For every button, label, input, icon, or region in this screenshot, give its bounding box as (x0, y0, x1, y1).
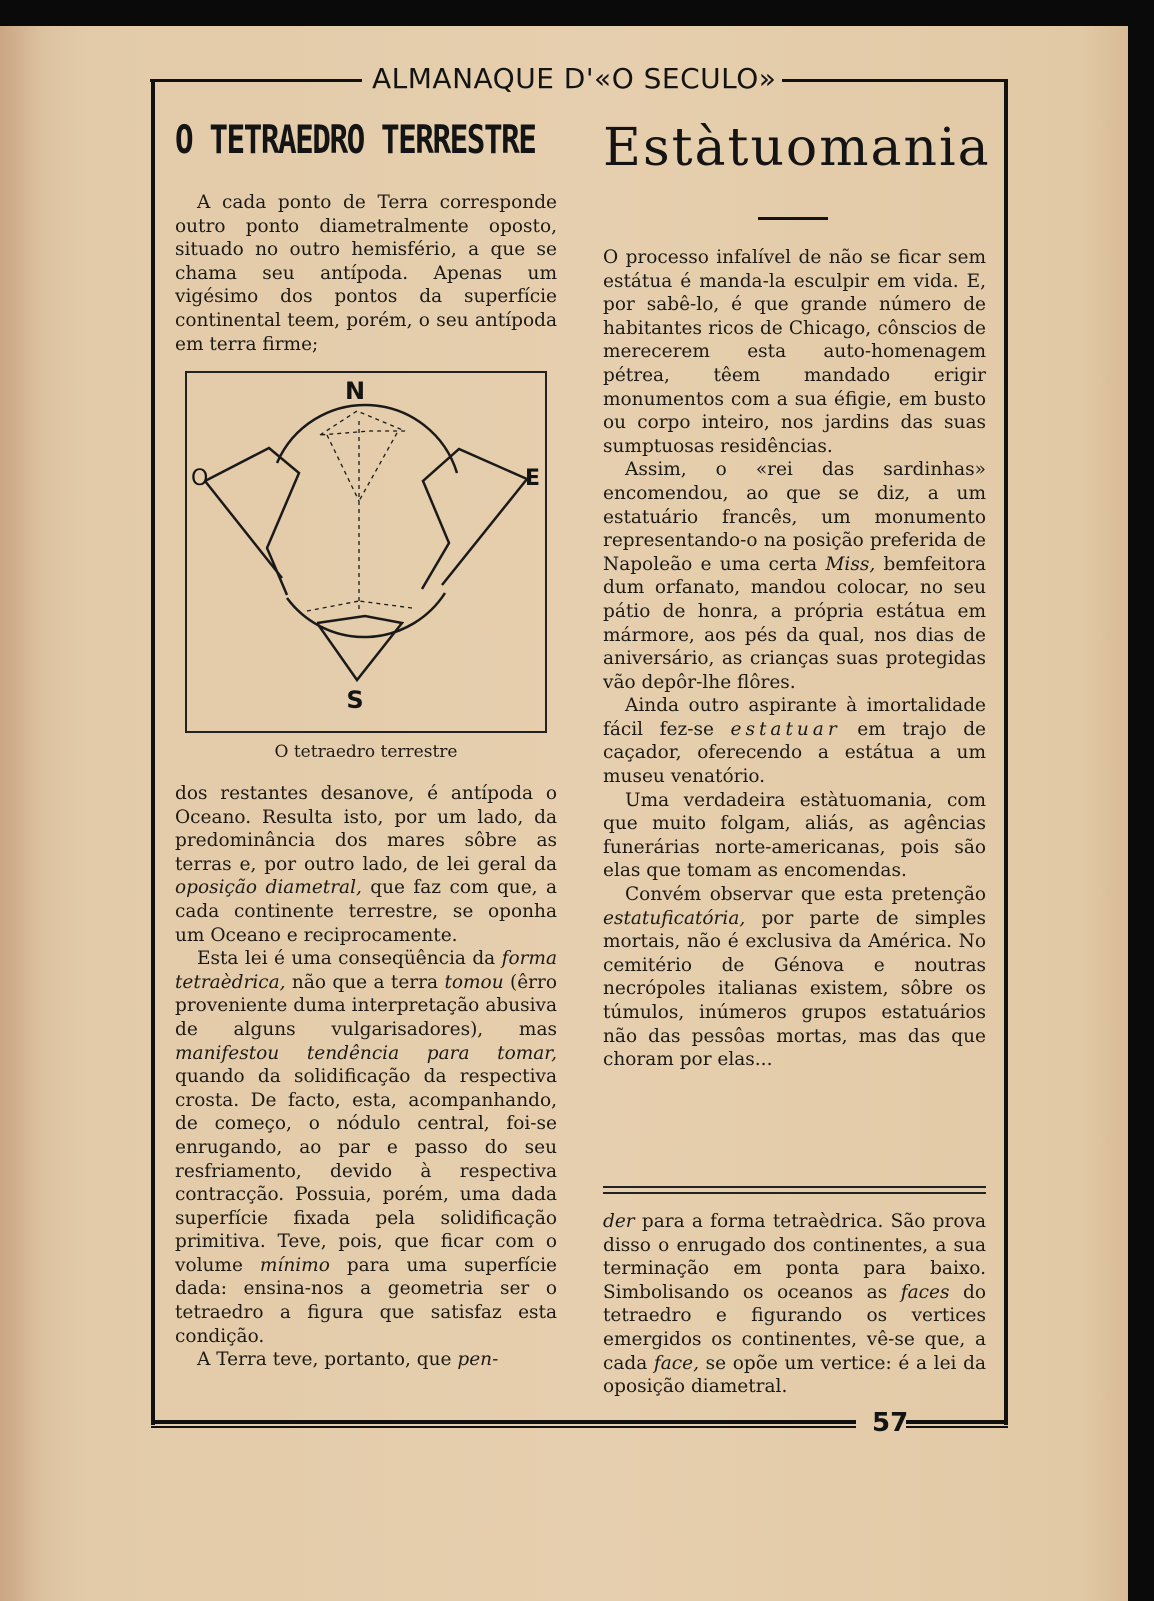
continuation-paragraph: der para a forma tetraèdrica. São prova disso o enrugado dos continentes, a sua terminação em ponta para baixo. Simbolisando os oceanos as faces do tetraedro e figurando os vertices emergidos os continentes, vê-se que, a cada face, se opõe um vertice: é a lei da oposição diametral. (603, 1211, 986, 1398)
left-body-text (175, 782, 557, 1372)
globe-arc-top (277, 405, 457, 473)
frame-bottom-double-right (906, 1426, 1008, 1428)
frame-bottom-rule-right (906, 1420, 1008, 1424)
label-west: O (191, 466, 209, 491)
left-paragraph-2: dos restantes desanove, é antípoda o Oceano. Resulta isto, por um lado, da predominância dos mares sôbre as terras e, por outro lado, de lei geral da oposição diametral, que faz com que, a cada continente terrestre, se oponha um Oceano e reciprocamente. (175, 783, 557, 946)
page-number: 57 (872, 1408, 909, 1438)
left-paragraph-4: A Terra teve, portanto, que pen- (197, 1349, 499, 1371)
frame-bottom-double-left (151, 1426, 856, 1428)
right-paragraph-5: Convém observar que esta pretenção estatuficatória, por parte de simples mortais, não é exclusiva da América. No cemitério de Génova e noutras necrópoles italianas existem, sôbre os túmulos, inúmeros grupos estatuários não das pessôas mortas, mas das que choram por elas... (603, 884, 986, 1071)
continent-east (422, 449, 527, 589)
tetrahedron-diagram (187, 373, 545, 731)
right-paragraph-4: Uma verdadeira estàtuomania, com que muito folgam, aliás, as agências funerárias norte-americanas, pois são elas que tomam as encomendas. (603, 789, 986, 882)
edge-north-west-dashed (327, 435, 359, 501)
continent-south (317, 616, 402, 680)
edge-south-west-dashed (307, 601, 359, 611)
continent-north-dashed (320, 411, 405, 435)
right-body-text (603, 246, 986, 1072)
continuation-rule-top (603, 1186, 986, 1188)
right-article-title: Estàtuomania (603, 118, 991, 178)
left-paragraph-intro: A cada ponto de Terra corresponde outro ponto diametralmente oposto, situado no outro hemisfério, a que se chama seu antípoda. Apenas um vigésimo dos pontos da superfície continental teem, porém, o seu antípoda em terra firme; (175, 192, 557, 355)
tetrahedron-figure (185, 371, 547, 733)
header-rule-right (782, 79, 1008, 82)
header-rule-left (150, 79, 362, 82)
right-paragraph-1: O processo infalível de não se ficar sem estátua é manda-la esculpir em vida. E, por sabê-lo, é que grande número de habitantes ricos de Chicago, cônscios de merecerem esta auto-homenagem pétrea, têem mandado erigir monumentos com a sua éfigie, em busto ou corpo inteiro, nos jardins das suas sumptuosas residências. (603, 247, 986, 457)
continuation-text (603, 1210, 986, 1399)
frame-bottom-rule-left (151, 1420, 856, 1424)
left-paragraph-3: Esta lei é uma conseqüência da forma tetraèdrica, não que a terra tomou (êrro proveniente duma interpretação abusiva de alguns vulgarisadores), mas manifestou tendência para tomar, quando da solidificação da respectiva crosta. De facto, esta, acompanhando, de começo, o nódulo central, foi-se enrugando, ao par e passo do seu resfriamento, devido à respectiva contracção. Possuia, porém, uma dada superfície fixada pela solidificação primitiva. Teve, pois, que ficar com o volume mínimo para uma superfície dada: ensina-nos a geometria ser o tetraedro a figura que satisfaz esta condição. (175, 948, 557, 1347)
frame-right-rule (1004, 80, 1008, 1425)
figure-caption: O tetraedro terrestre (274, 742, 458, 762)
label-north: N (344, 377, 366, 405)
edge-south-east-dashed (359, 601, 412, 608)
right-paragraph-3: Ainda outro aspirante à imortalidade fácil fez-se estatuar em trajo de caçador, oferecendo a estátua a um museu venatório. (603, 695, 986, 788)
continuation-rule-bottom (603, 1192, 986, 1194)
edge-north-east-dashed (359, 433, 397, 501)
continent-west (205, 448, 299, 595)
label-east: E (525, 466, 541, 491)
header-title: ALMANAQUE D'«O SECULO» (372, 62, 777, 95)
running-header (150, 62, 1008, 98)
left-intro-text (175, 191, 557, 356)
right-paragraph-2: Assim, o «rei das sardinhas» encomendou, ao que se diz, a um estatuário francês, um monumento representando-o na posição preferida de Napoleão e uma certa Miss, bemfeitora dum orfanato, mandou colocar, no seu pátio de honra, a própria estátua em mármore, aos pés da qual, nos dias de aniversário, as crianças suas protegidas vão depôr-lhe flôres. (603, 459, 986, 693)
left-article-title: O TETRAEDRO TERRESTRE (175, 118, 536, 163)
edge-west (205, 481, 282, 578)
label-south: S (346, 686, 364, 714)
title-separator (758, 217, 828, 220)
edge-east (442, 479, 527, 585)
frame-left-rule (151, 80, 155, 1425)
